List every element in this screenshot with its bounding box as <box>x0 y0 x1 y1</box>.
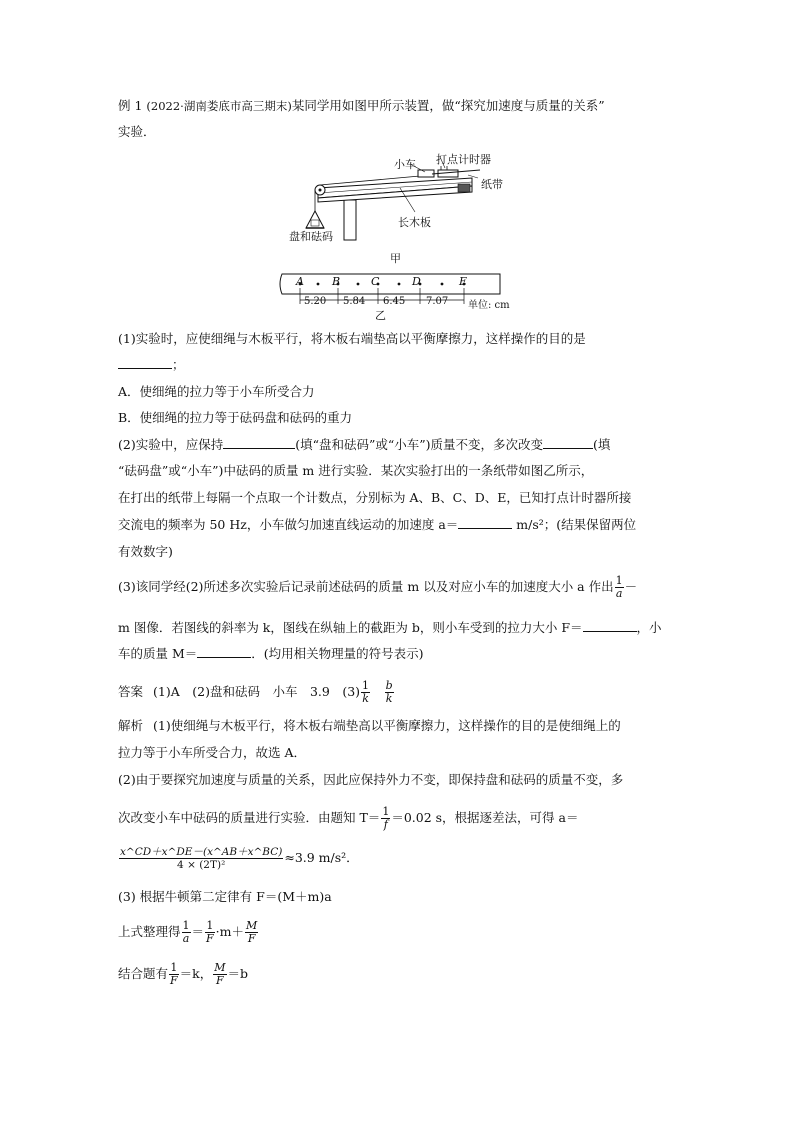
tape-point-c: C <box>371 275 380 288</box>
q1-option-a: A．使细绳的拉力等于小车所受合力 <box>118 384 315 399</box>
caption-a: 甲 <box>390 252 401 265</box>
analysis-line8: 结合题有 $\frac{1}{F}$ ＝k， $\frac{M}{F}$ ＝b <box>118 961 249 987</box>
example-title: 例 1 <box>118 98 143 113</box>
example-intro-line2: 实验． <box>118 124 156 139</box>
analysis-line4: 次改变小车中砝码的质量进行实验．由题知 T＝ $\frac{1}{f}$ ＝0.02 s，根据逐差法，可得 a＝ <box>118 805 579 831</box>
frac-difference-method: $\frac{x\^{}CD+x\^{}DE-(x\^{}AB+x\^{}BC)}{\text{4 × (2T)²}}$ <box>120 846 283 871</box>
tape-point-a: A <box>296 275 304 288</box>
wedge-block <box>458 184 470 192</box>
q3-line3: 车的质量 M＝ ．(均用相关物理量的符号表示) <box>118 646 424 661</box>
tape-dist-3: 6.45 <box>383 296 406 307</box>
q2-line5: 有效数字) <box>118 544 173 559</box>
analysis-line5: $\frac{x\^{}CD+x\^{}DE-(x\^{}AB+x\^{}BC)}{\text{4 × (2T)²}}$ ≈3.9 m/s²． <box>120 846 359 871</box>
q2-blank-2[interactable] <box>543 436 593 449</box>
answer-line: 答案 (1)A (2)盘和砝码 小车 3.9 (3) $\frac{1}{k}$ $\frac{b}{k}$ <box>118 679 393 705</box>
q1-answer-blank[interactable] <box>118 356 172 369</box>
q1-line1: (1)实验时，应使细绳与木板平行，将木板右端垫高以平衡摩擦力，这样操作的目的是 <box>118 331 586 346</box>
label-tape: 纸带 <box>481 178 503 191</box>
tape-point-b: B <box>332 275 341 288</box>
answer-frac-1-over-k: $\frac{1}{k}$ <box>362 679 370 705</box>
tape-dist-1: 5.20 <box>304 296 327 307</box>
q2-blank-3[interactable] <box>458 516 512 529</box>
car <box>418 170 434 177</box>
example-heading-line <box>118 97 605 115</box>
answer-label: 答案 <box>118 684 144 699</box>
q2-line1: (2)实验中，应保持 (填“盘和砝码”或“小车”)质量不变，多次改变 (填 <box>118 437 611 452</box>
table-leg <box>344 200 356 240</box>
q3-line1: (3)该同学经(2)所述多次实验后记录前述砝码的质量 m 以及对应小车的加速度大小 a 作出 $\frac{1}{a}$ － <box>118 574 638 600</box>
label-weights: 盘和砝码 <box>289 230 333 243</box>
q3-line2: m 图像．若图线的斜率为 k，图线在纵轴上的截距为 b，则小车受到的拉力大小 F＝ ，小 <box>118 620 662 635</box>
example-intro: 某同学用如图甲所示装置，做“探究加速度与质量的关系” <box>291 98 605 113</box>
answer-frac-b-over-k: $\frac{b}{k}$ <box>385 679 393 705</box>
analysis-label: 解析 <box>118 718 144 733</box>
caption-b: 乙 <box>375 309 386 322</box>
tape-dist-2: 5.84 <box>343 296 366 307</box>
q2-line2: “砝码盘”或“小车”)中砝码的质量 m 进行实验．某次实验打出的一条纸带如图乙所示， <box>118 463 594 478</box>
q2-line4: 交流电的频率为 50 Hz，小车做匀加速直线运动的加速度 a＝ m/s²；(结果保留两位 <box>118 517 637 532</box>
frac-1-over-f: $\frac{1}{f}$ <box>382 805 390 831</box>
analysis-line1: 解析 (1)使细绳与木板平行，将木板右端垫高以平衡摩擦力，这样操作的目的是使细绳上的 <box>118 718 621 733</box>
q3-frac-1-over-a: $\frac{1}{a}$ <box>615 574 623 600</box>
label-board: 长木板 <box>398 216 431 229</box>
label-car: 小车 <box>394 158 416 171</box>
q2-blank-1[interactable] <box>223 436 295 449</box>
analysis-line7: 上式整理得 $\frac{1}{a}$ ＝ $\frac{1}{F}$ ·m＋ $\frac{M}{F}$ <box>118 919 258 945</box>
q1-line2: ； <box>118 356 185 374</box>
tape-dist-4: 7.07 <box>426 296 449 307</box>
q1-option-b: B．使细绳的拉力等于砝码盘和砝码的重力 <box>118 410 353 425</box>
label-timer: 打点计时器 <box>436 153 491 166</box>
q3-blank-1[interactable] <box>583 619 637 632</box>
analysis-line6: (3) 根据牛顿第二定律有 F＝(M＋m)a <box>118 889 332 904</box>
analysis-line3: (2)由于要探究加速度与质量的关系，因此应保持外力不变，即保持盘和砝码的质量不变，多 <box>118 772 624 787</box>
tape-unit: 单位: cm <box>468 300 510 311</box>
example-source: (2022·湖南娄底市高三期末) <box>146 99 292 113</box>
analysis-line2: 拉力等于小车所受合力，故选 A． <box>118 745 307 760</box>
tape-point-d: D <box>412 275 421 288</box>
q2-line3: 在打出的纸带上每隔一个点取一个计数点，分别标为 A、B、C、D、E，已知打点计时器所接 <box>118 490 632 505</box>
q3-blank-2[interactable] <box>197 645 251 658</box>
tape-point-e: E <box>459 275 468 288</box>
